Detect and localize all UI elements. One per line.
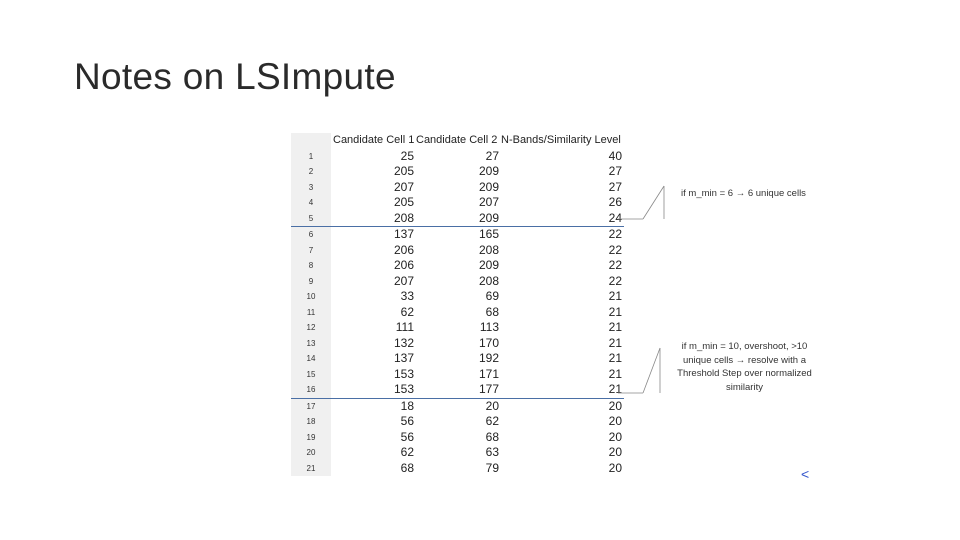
- similarity-level-value: 22: [608, 273, 622, 288]
- similarity-level-value: 21: [608, 351, 622, 365]
- column-header-candidate-cell-1: Candidate Cell 1: [331, 133, 416, 149]
- candidate-cell-2-value: 171: [478, 366, 499, 381]
- candidate-cell-2-value: 209: [478, 258, 499, 272]
- annotation-m-min-10: if m_min = 10, overshoot, >10 unique cells → resolve with a Threshold Step over normalized similarity: [677, 341, 812, 393]
- candidate-cell-1-value: 208: [331, 211, 416, 227]
- candidate-cell-2-value: 27: [485, 148, 499, 163]
- slide-title: Notes on LSImpute: [74, 56, 396, 97]
- row-number-cell: 16: [291, 382, 331, 398]
- column-header-similarity-level: N-Bands/Similarity Level: [501, 133, 624, 149]
- candidate-cell-1-value: 62: [400, 445, 414, 459]
- candidate-cell-1-value: 153: [393, 366, 414, 381]
- similarity-level-value: 22: [608, 227, 622, 241]
- similarity-level-value: 21: [608, 366, 622, 381]
- similarity-level-value: 24: [501, 211, 624, 227]
- candidate-cell-1-value: 18: [400, 398, 414, 413]
- candidate-cell-1-value: 206: [393, 242, 414, 257]
- candidate-cell-1-value: 56: [400, 414, 414, 428]
- candidate-cell-1-value: 205: [393, 195, 414, 209]
- candidate-cell-1-value: 56: [400, 429, 414, 444]
- row-number-cell: 3: [291, 180, 331, 196]
- candidate-cell-1-value: 207: [393, 179, 414, 194]
- candidate-cell-2-value: 177: [416, 382, 501, 398]
- similarity-level-value: 21: [608, 320, 622, 334]
- candidate-cell-1-value: 207: [393, 273, 414, 288]
- back-link[interactable]: <: [801, 466, 810, 482]
- candidate-cell-2-value: 170: [478, 335, 499, 350]
- row-number-cell: 14: [291, 351, 331, 367]
- column-header-candidate-cell-2: Candidate Cell 2: [416, 133, 501, 149]
- candidate-cell-2-value: 62: [485, 414, 499, 428]
- candidate-cell-2-value: 207: [478, 195, 499, 209]
- similarity-level-value: 21: [608, 304, 622, 319]
- candidate-cell-1-value: 33: [400, 289, 414, 303]
- row-number-cell: 13: [291, 336, 331, 352]
- candidate-cell-1-value: 206: [393, 258, 414, 272]
- similarity-level-value: 21: [608, 289, 622, 303]
- row-number-cell: 11: [291, 305, 331, 321]
- similarity-level-value: 22: [608, 242, 622, 257]
- row-number-cell: 6: [291, 227, 331, 243]
- candidate-cell-2-value: 113: [479, 320, 499, 334]
- candidate-cell-1-value: 205: [393, 164, 414, 178]
- candidate-cell-2-value: 79: [485, 460, 499, 475]
- row-number-cell: 9: [291, 274, 331, 290]
- bracket-line-upper-2: [643, 348, 660, 393]
- candidate-cell-1-value: 153: [331, 382, 416, 398]
- row-number-cell: 10: [291, 289, 331, 305]
- similarity-level-value: 20: [608, 398, 622, 413]
- candidate-cell-1-value: 25: [400, 148, 414, 163]
- candidate-cell-2-value: 209: [416, 211, 501, 227]
- row-number-cell: 2: [291, 164, 331, 180]
- similarity-level-value: 21: [608, 335, 622, 350]
- row-number-cell: 15: [291, 367, 331, 383]
- candidate-cell-2-value: 192: [478, 351, 499, 365]
- similarity-level-value: 27: [608, 179, 622, 194]
- candidate-cell-2-value: 208: [478, 273, 499, 288]
- candidate-cell-2-value: 63: [485, 445, 499, 459]
- row-number-cell: 4: [291, 195, 331, 211]
- similarity-level-value: 20: [608, 429, 622, 444]
- candidate-cell-2-value: 208: [478, 242, 499, 257]
- candidate-cell-1-value: 62: [400, 304, 414, 319]
- row-number-cell: 21: [291, 461, 331, 477]
- candidate-cell-2-value: 68: [485, 304, 499, 319]
- similarity-level-value: 22: [608, 258, 622, 272]
- similarity-level-value: 40: [608, 148, 622, 163]
- candidate-cell-1-value: 137: [393, 351, 414, 365]
- row-number-cell: 5: [291, 211, 331, 227]
- row-number-cell: 8: [291, 258, 331, 274]
- similarity-level-value: 26: [608, 195, 622, 209]
- bracket-line-upper-1: [643, 186, 664, 219]
- candidate-cell-2-value: 165: [478, 227, 499, 241]
- row-number-cell: 1: [291, 149, 331, 165]
- row-number-cell: 17: [291, 398, 331, 414]
- row-number-cell: 18: [291, 414, 331, 430]
- row-number-cell: 12: [291, 320, 331, 336]
- candidate-cell-1-value: 137: [393, 227, 414, 241]
- candidate-cell-2-value: 68: [485, 429, 499, 444]
- row-number-cell: 20: [291, 445, 331, 461]
- candidate-cell-2-value: 69: [485, 289, 499, 303]
- candidate-cell-1-value: 111: [395, 320, 414, 334]
- candidate-cell-1-value: 132: [393, 335, 414, 350]
- similarity-level-value: 27: [608, 164, 622, 178]
- similarity-level-value: 20: [608, 414, 622, 428]
- candidate-cell-1-value: 68: [400, 460, 414, 475]
- row-number-cell: 19: [291, 430, 331, 446]
- candidate-cell-2-value: 209: [478, 164, 499, 178]
- similarity-level-value: 21: [501, 382, 624, 398]
- candidate-cell-2-value: 20: [485, 398, 499, 413]
- similarity-level-value: 20: [608, 445, 622, 459]
- annotation-m-min-6: if m_min = 6 → 6 unique cells: [681, 188, 806, 199]
- row-number-cell: 7: [291, 243, 331, 259]
- candidate-cell-2-value: 209: [478, 179, 499, 194]
- similarity-level-value: 20: [608, 460, 622, 475]
